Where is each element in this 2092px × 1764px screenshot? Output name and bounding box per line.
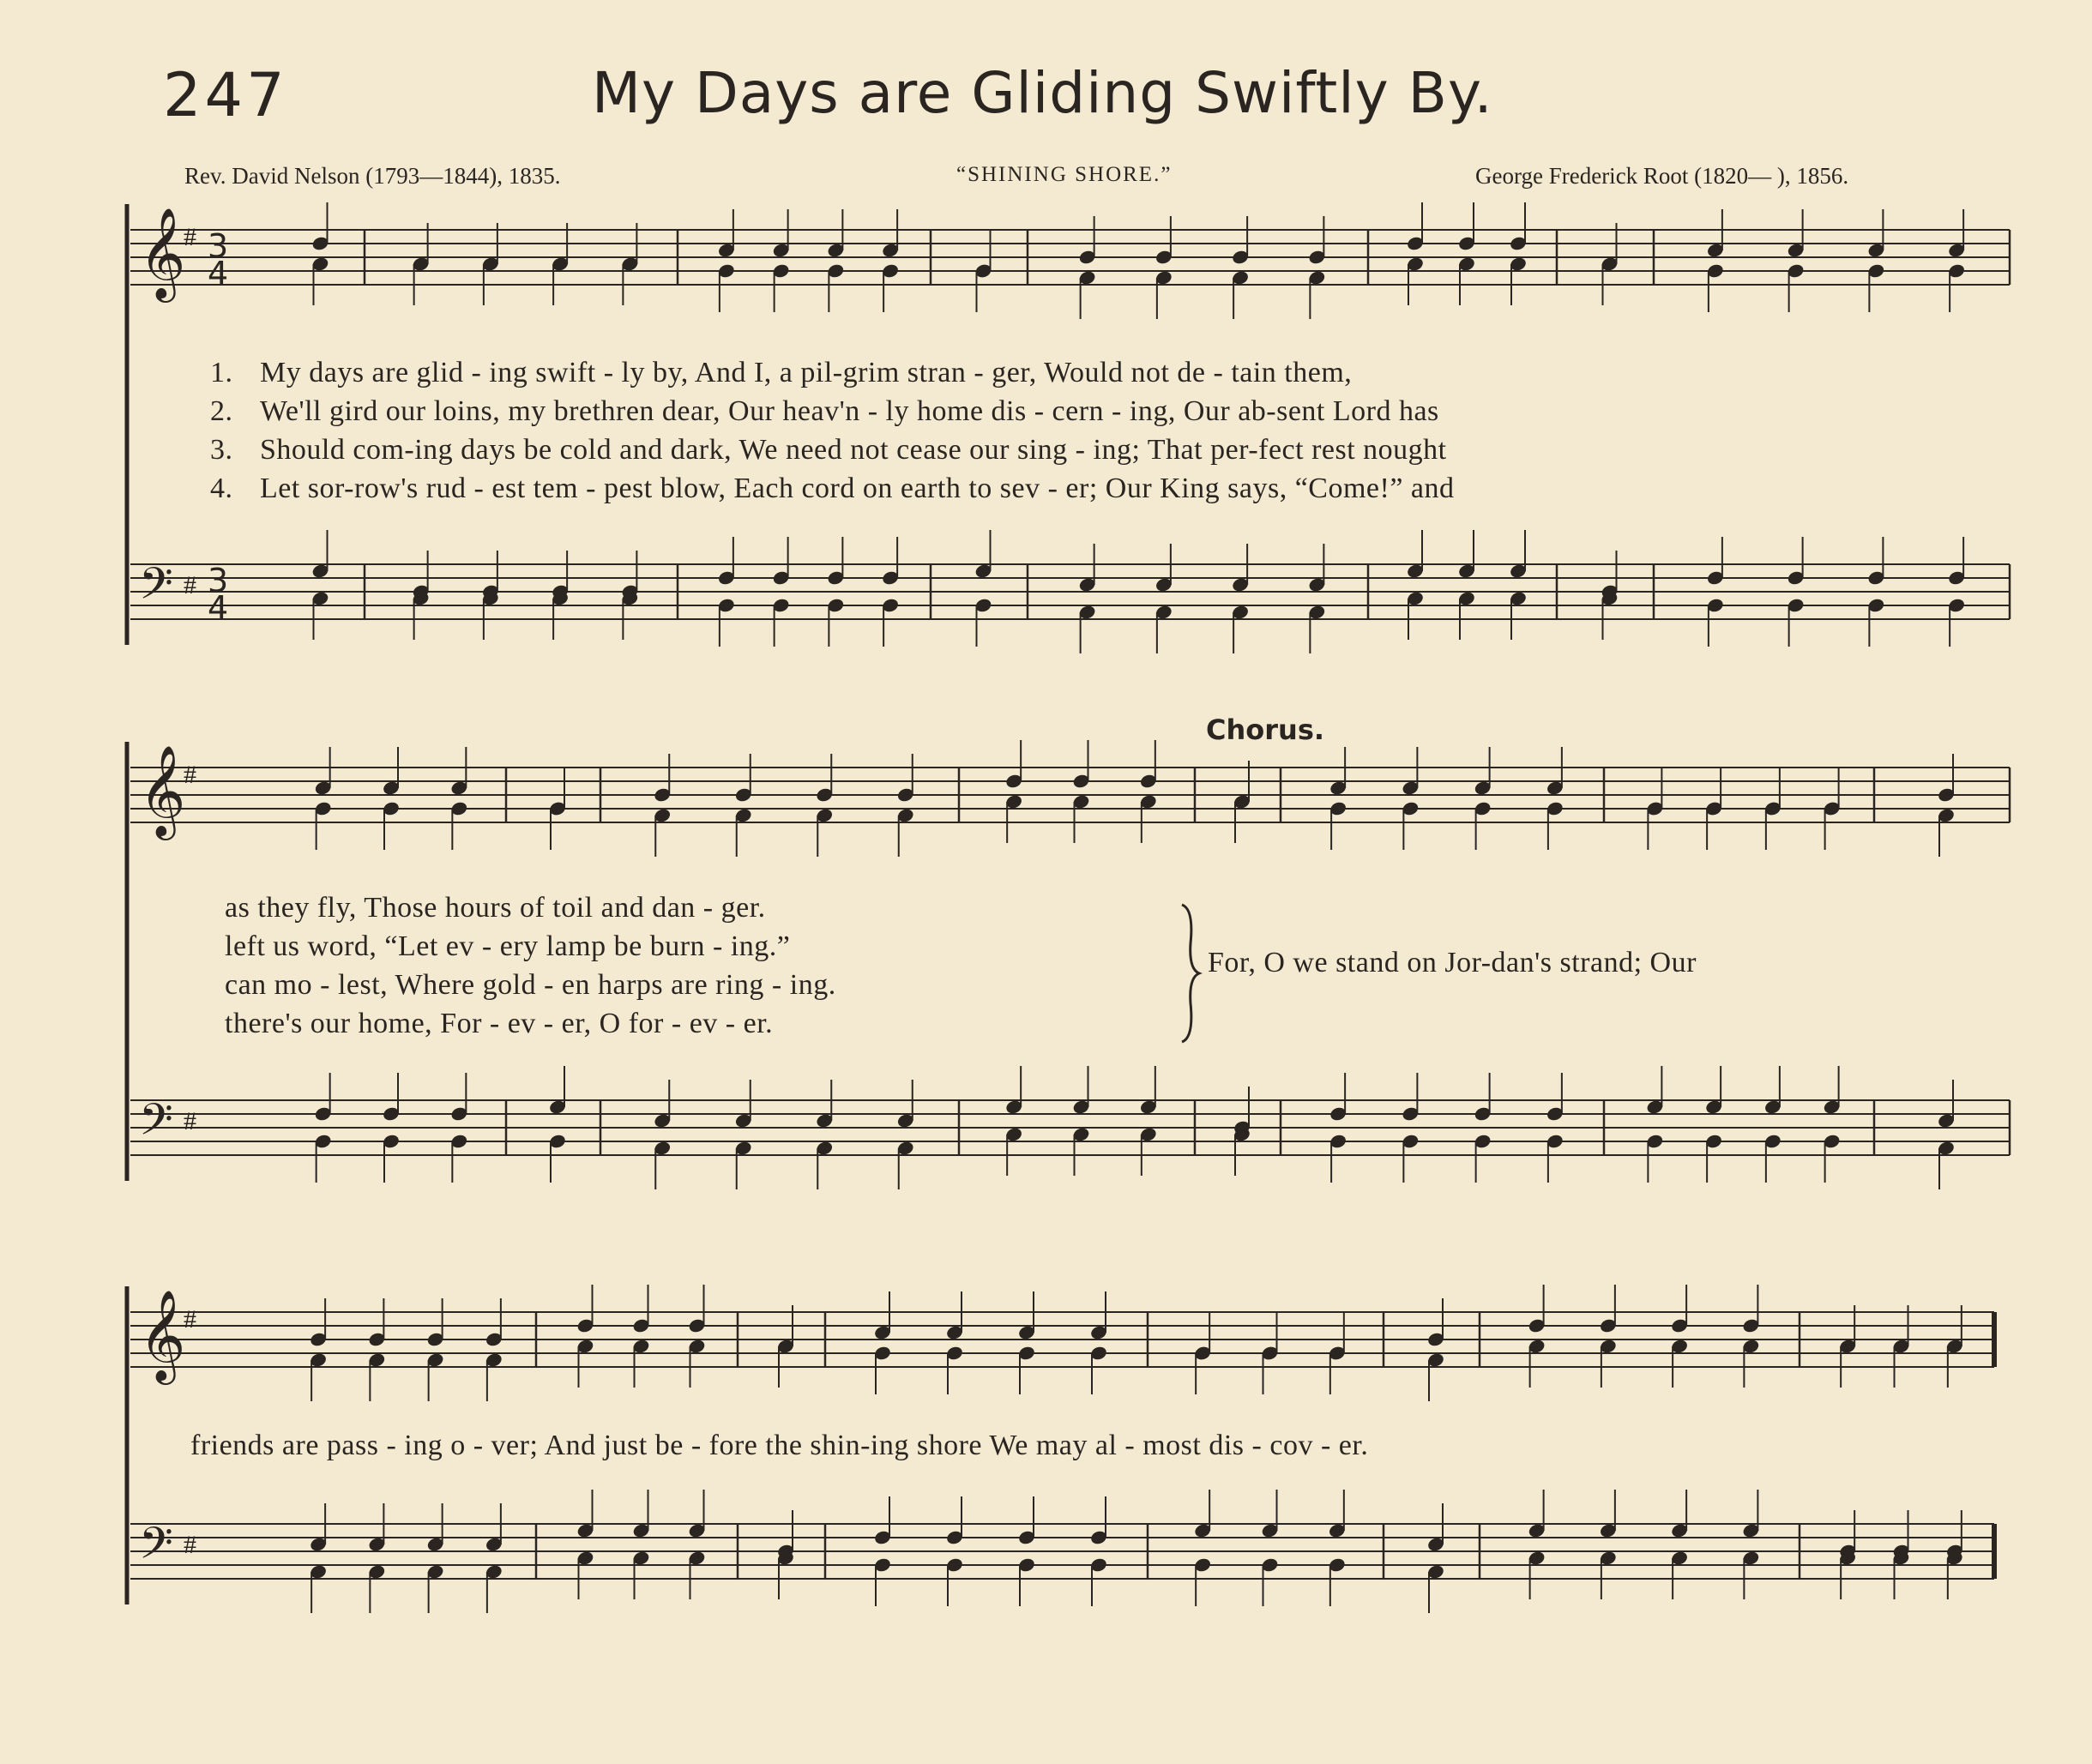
sharp-icon: # xyxy=(184,1531,196,1559)
words-credit: Rev. David Nelson (1793—1844), 1835. xyxy=(184,163,561,189)
verse-line-2: 2. We'll gird our loins, my brethren dear, Our heav'n - ly home dis - cern - ing, Our ab-sent Lord has xyxy=(210,395,1439,427)
hymn-number: 247 xyxy=(163,60,288,130)
verse-line-4: 4. Let sor-row's rud - est tem - pest blow, Each cord on earth to sev - er; Our King says, “Come!” and xyxy=(210,473,1455,504)
treble-clef-icon: 𝄞 xyxy=(139,207,186,298)
verse-cont-line-4: there's our home, For - ev - er, O for - ev - er. xyxy=(225,1008,774,1039)
time-signature-icon: 4 xyxy=(208,255,229,292)
sharp-icon: # xyxy=(184,1107,196,1135)
verse-cont-line-2: left us word, “Let ev - ery lamp be burn - ing.” xyxy=(225,930,791,962)
time-signature-icon: 3 xyxy=(208,562,229,599)
lyrics-brace xyxy=(1182,905,1199,1042)
chorus-line-2: friends are pass - ing o - ver; And just be - fore the shin-ing shore We may al - most dis - cov - er. xyxy=(190,1430,1369,1461)
time-signature-icon: 3 xyxy=(208,227,229,265)
sharp-icon: # xyxy=(184,1305,196,1334)
chorus-label: Chorus. xyxy=(1206,713,1325,746)
treble-clef-icon: 𝄞 xyxy=(139,744,186,836)
time-signature-icon: 4 xyxy=(208,589,229,627)
verse-cont-line-1: as they fly, Those hours of toil and dan - ger. xyxy=(225,892,766,924)
sharp-icon: # xyxy=(184,223,196,251)
tune-name: “SHINING SHORE.” xyxy=(956,163,1173,186)
treble-clef-icon: 𝄞 xyxy=(139,1289,186,1381)
music-credit: George Frederick Root (1820— ), 1856. xyxy=(1475,163,1849,189)
bass-clef-icon: 𝄢 xyxy=(139,1093,173,1156)
hymn-title: My Days are Gliding Swiftly By. xyxy=(592,60,1493,126)
bass-clef-icon: 𝄢 xyxy=(139,1517,173,1580)
sharp-icon: # xyxy=(184,761,196,789)
verse-line-1: 1. My days are glid - ing swift - ly by, And I, a pil-grim stran - ger, Would not de - tain them, xyxy=(210,357,1353,388)
bass-clef-icon: 𝄢 xyxy=(139,557,173,620)
chorus-line-1: For, O we stand on Jor-dan's strand; Our xyxy=(1208,947,1697,978)
sharp-icon: # xyxy=(184,571,196,599)
verse-line-3: 3. Should com-ing days be cold and dark, We need not cease our sing - ing; That per-fect rest nought xyxy=(210,434,1447,466)
verse-cont-line-3: can mo - lest, Where gold - en harps are ring - ing. xyxy=(225,969,836,1001)
